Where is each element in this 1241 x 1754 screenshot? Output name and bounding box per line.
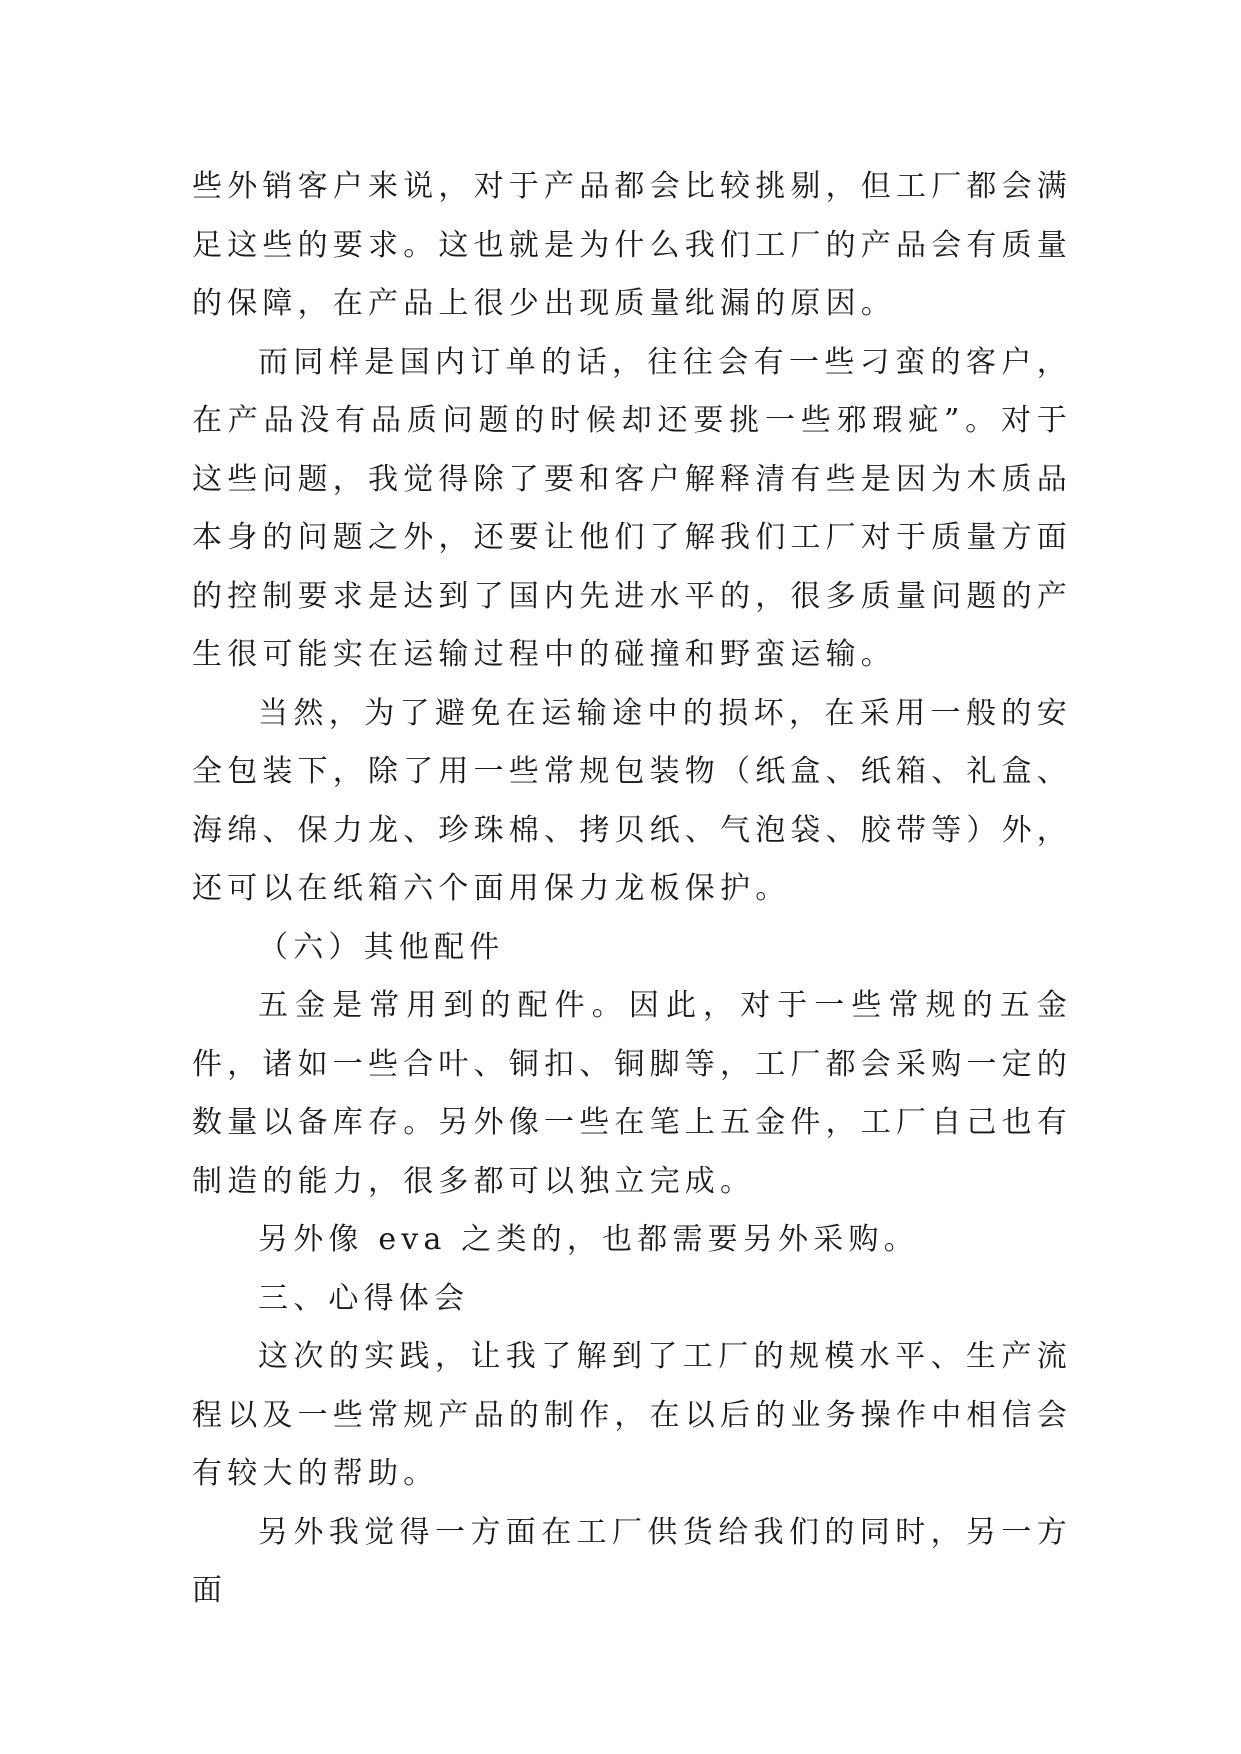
paragraph-closing-fragment: 另外我觉得一方面在工厂供货给我们的同时，另一方面 (192, 1514, 1072, 1608)
section-heading-other-accessories: （六）其他配件 (258, 929, 505, 965)
paragraph-packaging: 当然，为了避免在运输途中的损坏，在采用一般的安全包装下，除了用一些常规包装物（纸盒、纸箱、礼盒、海绵、保力龙、珍珠棉、拷贝纸、气泡袋、胶带等）外，还可以在纸箱六个面用保力龙板保护。 (192, 695, 1072, 906)
paragraph-practice: 这次的实践，让我了解到了工厂的规模水平、生产流程以及一些常规产品的制作，在以后的业务操作中相信会有较大的帮助。 (192, 1339, 1072, 1491)
paragraph-domestic-orders: 而同样是国内订单的话，往往会有一些刁蛮的客户，在产品没有品质问题的时候却还要挑一些邪瑕疵”。对于这些问题，我觉得除了要和客户解释清有些是因为木质品本身的问题之外，还要让他们了解我们工厂对于质量方面的控制要求是达到了国内先进水平的，很多质量问题的产生很可能实在运输过程中的碰撞和野蛮运输。 (192, 344, 1072, 672)
document-body (192, 158, 1072, 1621)
paragraph-eva: 另外像 eva 之类的，也都需要另外采购。 (258, 1222, 919, 1257)
section-heading-reflections: 三、心得体会 (258, 1280, 470, 1316)
paragraph-continued-export-clients: 些外销客户来说，对于产品都会比较挑剔，但工厂都会满足这些的要求。这也就是为什么我们工厂的产品会有质量的保障，在产品上很少出现质量纰漏的原因。 (192, 169, 1072, 321)
paragraph-hardware: 五金是常用到的配件。因此，对于一些常规的五金件，诸如一些合叶、铜扣、铜脚等，工厂都会采购一定的数量以备库存。另外像一些在笔上五金件，工厂自己也有制造的能力，很多都可以独立完成。 (192, 988, 1072, 1199)
